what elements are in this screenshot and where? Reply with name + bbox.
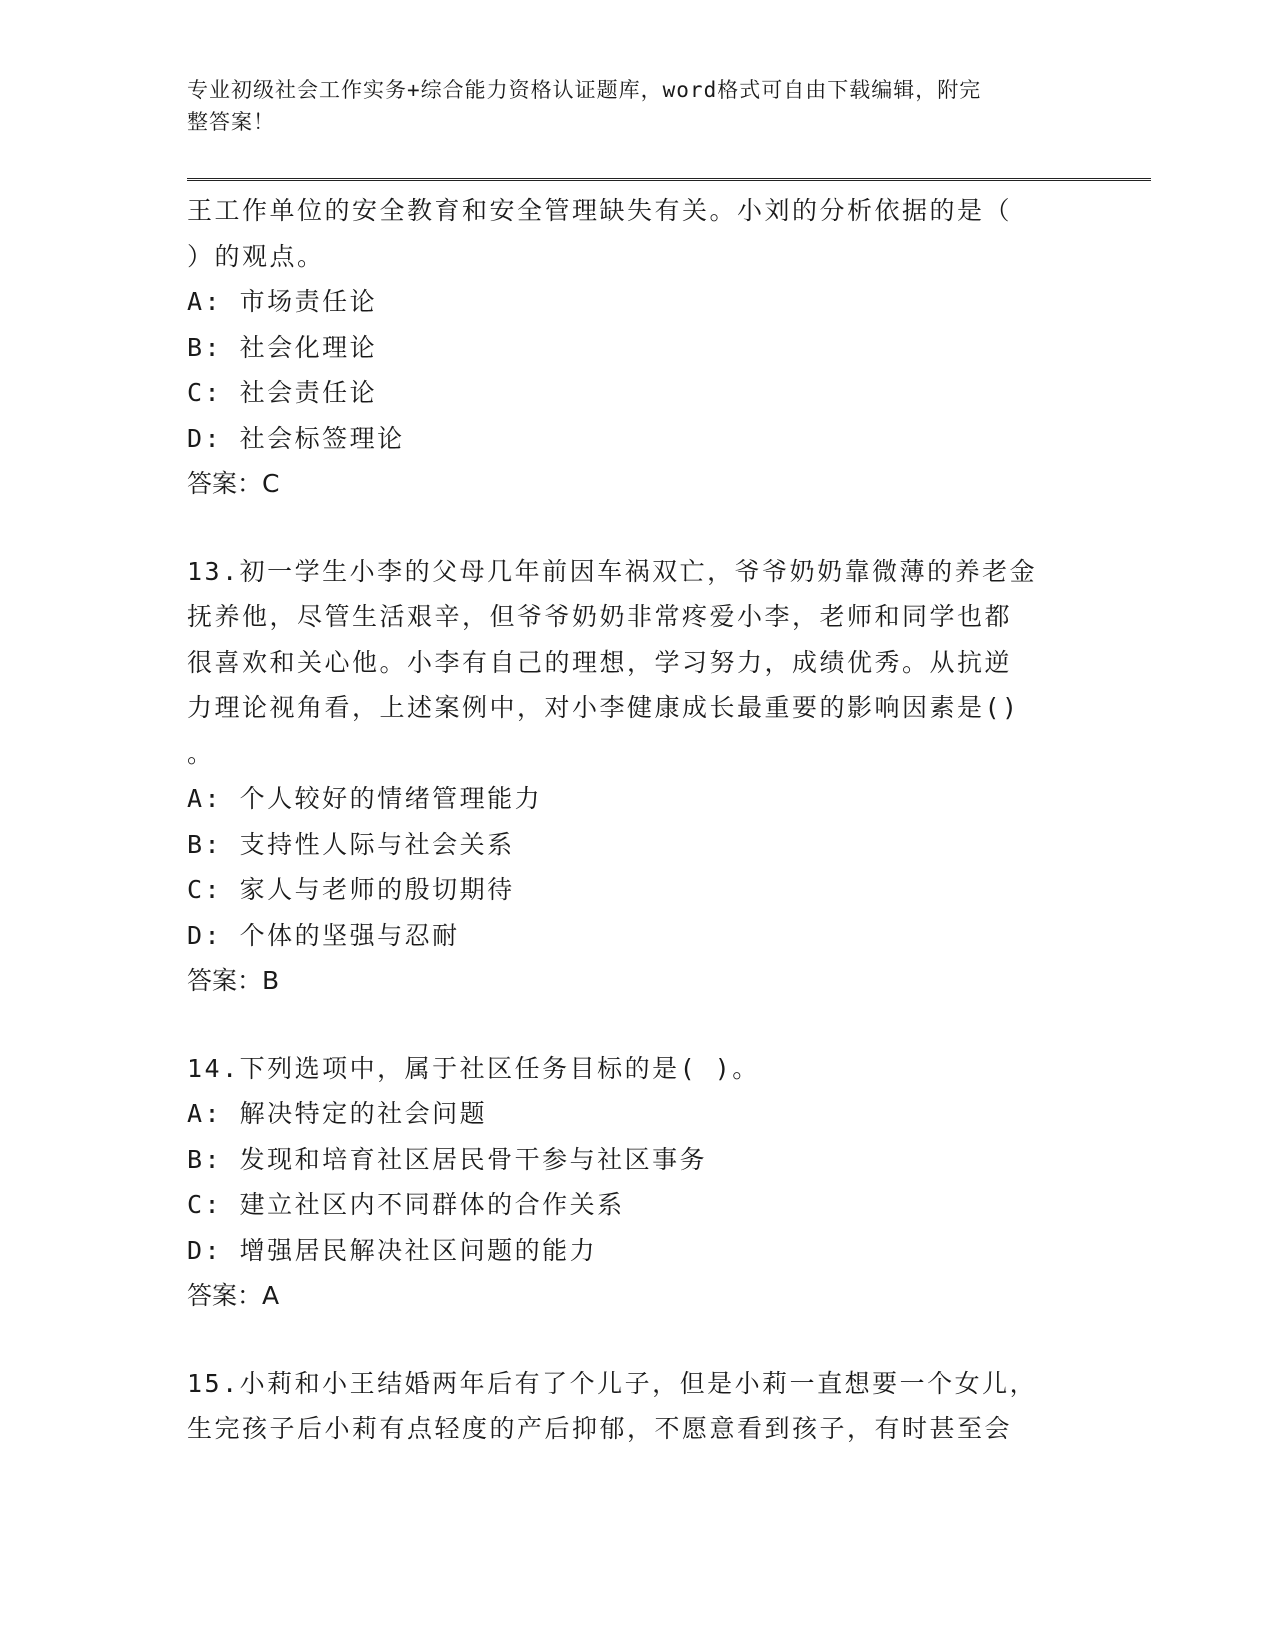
header-line-1: 专业初级社会工作实务+综合能力资格认证题库，word格式可自由下载编辑，附完 [187,78,982,102]
question-14 [187,1046,1067,1319]
question-content [187,188,1067,1452]
option-d: D: 增强居民解决社区问题的能力 [187,1235,598,1265]
question-stem-line: 。 [187,738,215,768]
header-divider [187,178,1151,184]
question-stem-line: 生完孩子后小莉有点轻度的产后抑郁，不愿意看到孩子，有时甚至会 [187,1414,1013,1443]
option-d: D: 个体的坚强与忍耐 [187,920,460,950]
option-b: B: 支持性人际与社会关系 [187,829,515,859]
answer: 答案：C [187,469,280,498]
question-12 [187,188,1067,507]
option-a: A: 个人较好的情绪管理能力 [187,784,543,813]
option-c: C: 建立社区内不同群体的合作关系 [187,1190,625,1219]
question-15 [187,1361,1067,1452]
question-13 [187,549,1067,1004]
question-stem-line: 13.初一学生小李的父母几年前因车祸双亡，爷爷奶奶靠微薄的养老金 [187,556,1038,586]
question-stem-line: 王工作单位的安全教育和安全管理缺失有关。小刘的分析依据的是（ [187,196,1013,225]
answer: 答案：B [187,966,280,995]
question-stem-line: 15.小莉和小王结婚两年后有了个儿子，但是小莉一直想要一个女儿， [187,1368,1038,1398]
header-line-2: 整答案！ [187,110,275,134]
question-stem-line: 14.下列选项中，属于社区任务目标的是( )。 [187,1053,760,1083]
option-c: C: 家人与老师的殷切期待 [187,875,515,904]
answer: 答案：A [187,1281,280,1310]
question-stem-line: ）的观点。 [187,241,325,271]
option-b: B: 社会化理论 [187,332,378,362]
option-c: C: 社会责任论 [187,378,378,407]
spacer [187,1004,1067,1046]
spacer [187,507,1067,549]
question-stem-line: 很喜欢和关心他。小李有自己的理想，学习努力，成绩优秀。从抗逆 [187,647,1013,677]
option-a: A: 市场责任论 [187,287,378,316]
spacer [187,1319,1067,1361]
document-header [187,74,1087,138]
question-stem-line: 抚养他，尽管生活艰辛，但爷爷奶奶非常疼爱小李，老师和同学也都 [187,602,1013,631]
option-b: B: 发现和培育社区居民骨干参与社区事务 [187,1144,708,1174]
option-d: D: 社会标签理论 [187,423,405,453]
question-stem-line: 力理论视角看，上述案例中，对小李健康成长最重要的影响因素是() [187,693,1020,722]
option-a: A: 解决特定的社会问题 [187,1099,488,1128]
